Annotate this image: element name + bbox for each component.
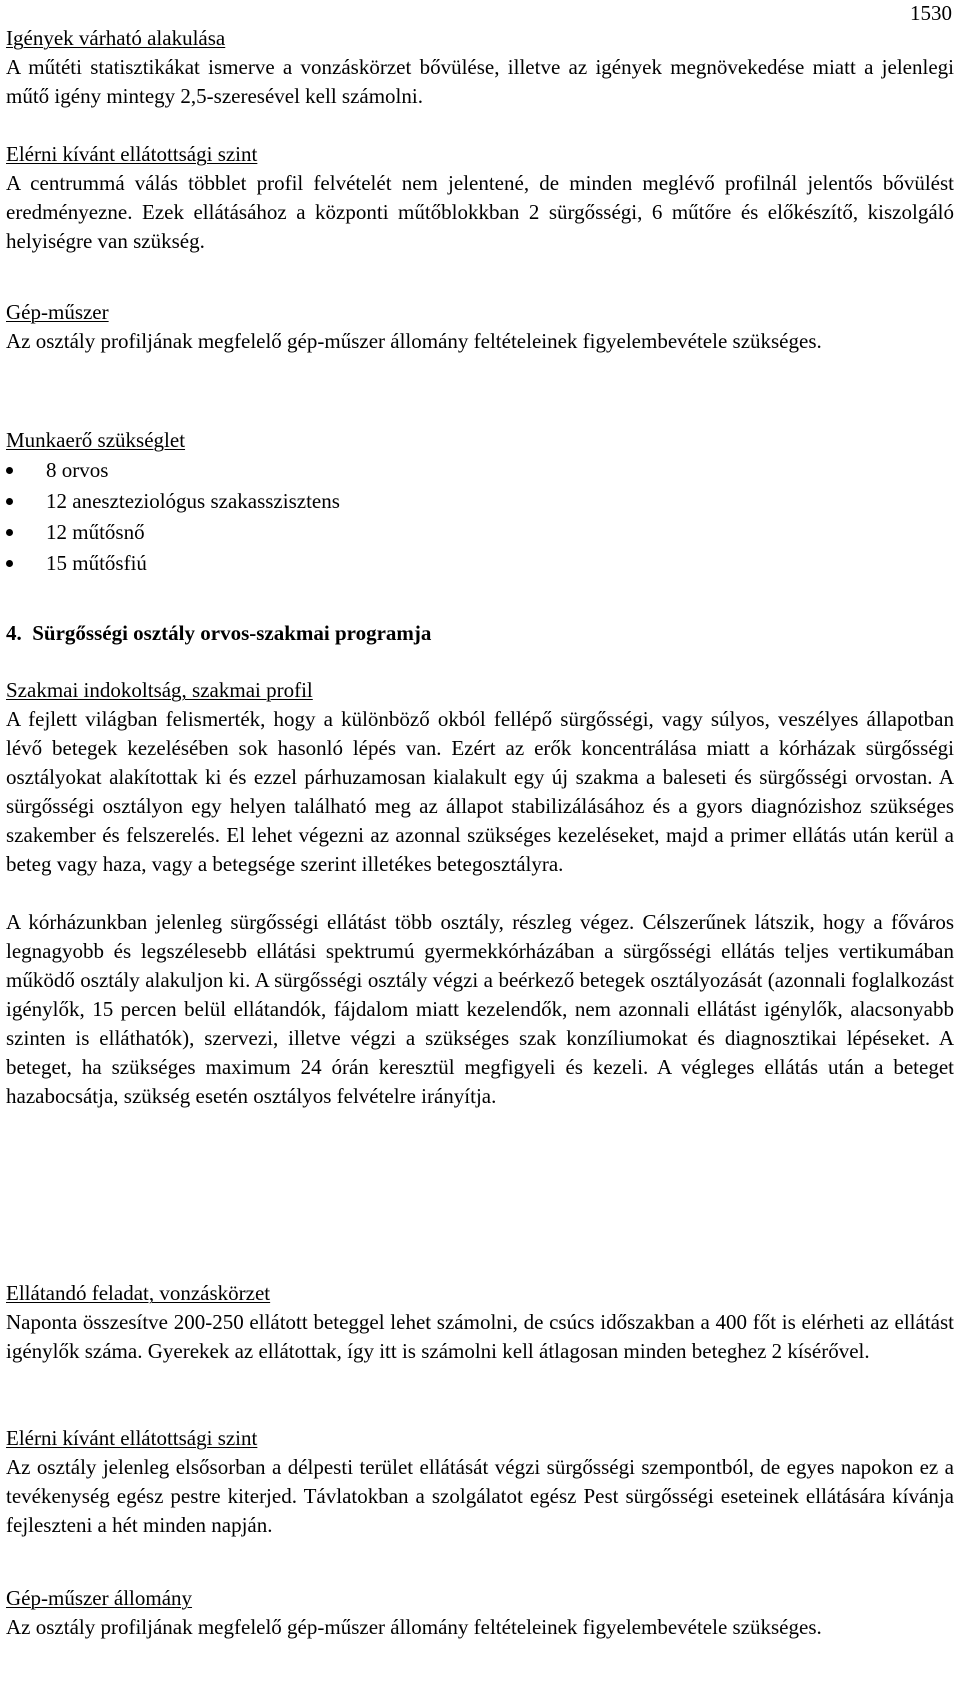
section-heading: Igények várható alakulása: [6, 26, 226, 50]
list-item: 12 műtősnő: [6, 517, 954, 548]
paragraph: A műtéti statisztikákat ismerve a vonzáskörzet bővülése, illetve az igények megnövekedése miatt a jelenlegi műtő igény mintegy 2,5-szeresével kell számolni.: [6, 55, 954, 108]
section-heading: Ellátandó feladat, vonzáskörzet: [6, 1281, 271, 1305]
section-demand-forecast: [6, 24, 954, 111]
bullet-icon: [6, 467, 13, 474]
paragraph: Az osztály jelenleg elsősorban a délpesti terület ellátását végzi sürgősségi szempontból, de egyes napokon ez a tevékenység egész pestre kiterjed. Távlatokban a szolgálatot egész Pest sürgősségi eseteinek ellátására kívánja fejleszteni a hét minden napján.: [6, 1455, 954, 1537]
section-equipment: [6, 298, 954, 356]
paragraph: Naponta összesítve 200-250 ellátott beteggel lehet számolni, de csúcs időszakban a 400 főt is elérheti az ellátást igénylők száma. Gyerekek az ellátottak, így itt is számolni kell átlagosan minden beteghez 2 kísérővel.: [6, 1310, 954, 1363]
workforce-list: [6, 455, 954, 579]
section-catchment: [6, 1279, 954, 1366]
list-item: 15 műtősfiú: [6, 548, 954, 579]
section-heading: Szakmai indokoltság, szakmai profil: [6, 678, 313, 702]
list-item: 12 aneszteziológus szakasszisztens: [6, 486, 954, 517]
section-heading: Gép-műszer állomány: [6, 1586, 193, 1610]
page-number: 1530: [910, 1, 952, 25]
chapter-number: 4.: [6, 621, 22, 645]
paragraph: A centrummá válás többlet profil felvételét nem jelentené, de minden meglévő profilnál jelentős bővülést eredményezne. Ezek ellátásához a központi műtőblokkban 2 sürgősségi, 6 műtőre és előkészítő, kiszolgáló helyiségre van szükség.: [6, 171, 954, 253]
section-professional-profile: [6, 676, 954, 1111]
chapter-title-text: Sürgősségi osztály orvos-szakmai programja: [32, 621, 432, 645]
section-heading: Elérni kívánt ellátottsági szint: [6, 142, 258, 166]
section-workforce: [6, 426, 954, 579]
section-heading: Gép-műszer: [6, 300, 109, 324]
section-target-care-level: [6, 140, 954, 256]
section-heading: Munkaerő szükséglet: [6, 428, 186, 452]
paragraph: A kórházunkban jelenleg sürgősségi ellátást több osztály, részleg végez. Célszerűnek látszik, hogy a főváros legnagyobb és legszélesebb ellátási spektrumú gyermekkórházában a sürgősségi ellátás teljes vertikumában működő osztály alakuljon ki. A sürgősségi osztály végzi a beérkező betegek osztályozását (azonnali foglalkozást igénylők, 15 percen belül ellátandók, fájdalom miatt kezelendők, nem azonnali ellátást igénylők, alacsonyabb szinten is elláthatók), szervezi, illetve végzi a szükséges szak konzíliumokat és diagnosztikai lépéseket. A beteget, ha szükséges maximum 24 órán keresztül megfigyeli és kezeli. A végleges ellátás után a beteget hazabocsátja, szükség esetén osztályos felvételre irányítja.: [6, 910, 954, 1108]
paragraph: Az osztály profiljának megfelelő gép-műszer állomány feltételeinek figyelembevétele szükséges.: [6, 1615, 822, 1639]
bullet-icon: [6, 529, 13, 536]
chapter-title: [6, 619, 954, 648]
section-heading: Elérni kívánt ellátottsági szint: [6, 1426, 258, 1450]
paragraph: A fejlett világban felismerték, hogy a különböző okból fellépő sürgősségi, vagy súlyos, veszélyes állapotban lévő betegek kezelésében sok hasonló lépés van. Ezért az erők koncentrálása miatt a kórházak sürgősségi osztályokat alakítottak ki és ezzel párhuzamosan kialakult egy új szakma a baleseti és sürgősségi orvostan. A sürgősségi osztályon egy helyen található meg az állapot stabilizálásához és a gyors diagnózishoz szükséges szakember és felszerelés. El lehet végezni az azonnal szükséges kezeléseket, majd a primer ellátás után kerül a beteg vagy haza, vagy a betegsége szerint illetékes betegosztályra.: [6, 707, 954, 876]
bullet-icon: [6, 560, 13, 567]
paragraph: Az osztály profiljának megfelelő gép-műszer állomány feltételeinek figyelembevétele szükséges.: [6, 329, 822, 353]
section-equipment-inventory: [6, 1584, 954, 1642]
section-target-care-level-2: [6, 1424, 954, 1540]
bullet-icon: [6, 498, 13, 505]
list-item: 8 orvos: [6, 455, 954, 486]
